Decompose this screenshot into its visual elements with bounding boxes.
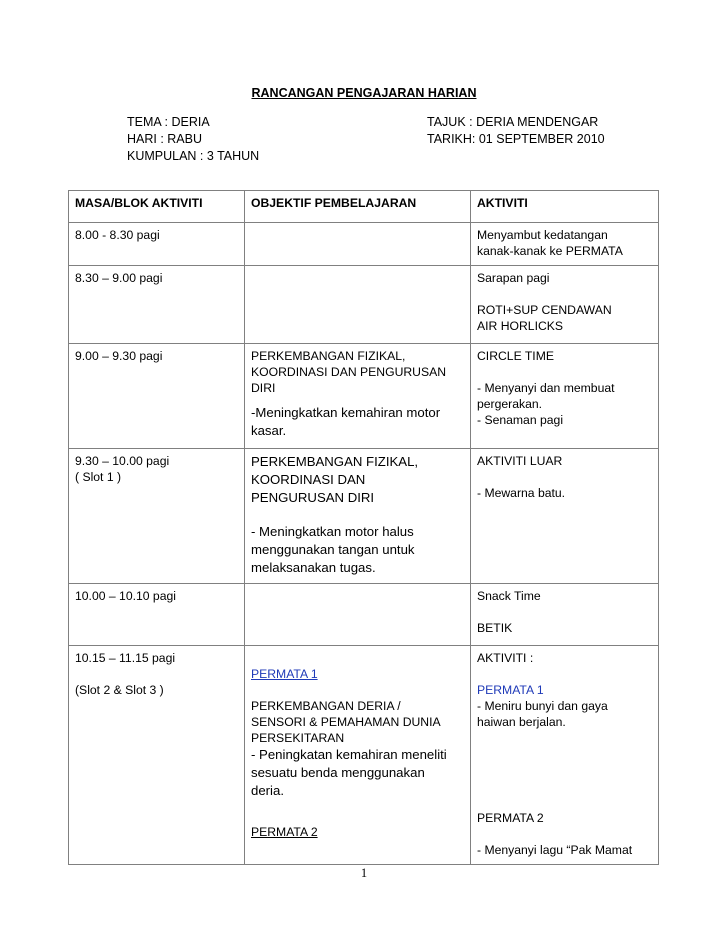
activity-cell: Snack Time BETIK — [471, 584, 659, 646]
meta-tema: TEMA : DERIA — [127, 115, 210, 129]
permata-1-label: PERMATA 1 — [477, 683, 544, 697]
meta-left — [127, 114, 259, 165]
schedule-table — [68, 190, 659, 865]
table-row — [69, 584, 659, 646]
table-header-row — [69, 191, 659, 223]
time-cell: 10.00 – 10.10 pagi — [69, 584, 245, 646]
table-row — [69, 223, 659, 266]
header-objektif: OBJEKTIF PEMBELAJARAN — [245, 191, 471, 223]
table-row — [69, 344, 659, 449]
meta-hari: HARI : RABU — [127, 132, 203, 146]
objective-cell: PERKEMBANGAN FIZIKAL, KOORDINASI DAN PENGURUSAN DIRI - Meningkatkan motor halus menggunakan tangan untuk melaksanakan tugas. — [245, 449, 471, 584]
time-cell: 8.30 – 9.00 pagi — [69, 266, 245, 344]
time-cell: 9.00 – 9.30 pagi — [69, 344, 245, 449]
activity-cell: CIRCLE TIME - Menyanyi dan membuat pergerakan. - Senaman pagi — [471, 344, 659, 449]
meta-tajuk: TAJUK : DERIA MENDENGAR — [427, 115, 599, 129]
activity-cell: AKTIVITI : PERMATA 1 - Meniru bunyi dan gaya haiwan berjalan. PERMATA 2 - Menyanyi lagu “Pak Mamat — [471, 646, 659, 865]
time-cell: 9.30 – 10.00 pagi ( Slot 1 ) — [69, 449, 245, 584]
header-masa: MASA/BLOK AKTIVITI — [69, 191, 245, 223]
header-aktiviti: AKTIVITI — [471, 191, 659, 223]
document-title: RANCANGAN PENGAJARAN HARIAN — [251, 86, 477, 100]
objective-cell — [245, 223, 471, 266]
time-cell: 10.15 – 11.15 pagi (Slot 2 & Slot 3 ) — [69, 646, 245, 865]
objective-cell: PERMATA 1 PERKEMBANGAN DERIA / SENSORI & PEMAHAMAN DUNIA PERSEKITARAN - Peningkatan kemahiran meneliti sesuatu benda menggunakan deria. PERMATA 2 — [245, 646, 471, 865]
objective-cell — [245, 584, 471, 646]
objective-cell — [245, 266, 471, 344]
time-cell: 8.00 - 8.30 pagi — [69, 223, 245, 266]
table-row — [69, 646, 659, 865]
meta-right — [427, 114, 605, 148]
meta-tarikh: TARIKH: 01 SEPTEMBER 2010 — [427, 132, 605, 146]
meta-kumpulan: KUMPULAN : 3 TAHUN — [127, 149, 260, 163]
activity-cell: Sarapan pagi ROTI+SUP CENDAWAN AIR HORLICKS — [471, 266, 659, 344]
permata-1-link[interactable]: PERMATA 1 — [251, 667, 318, 681]
page-number: 1 — [360, 866, 368, 880]
table-row — [69, 266, 659, 344]
table-row — [69, 449, 659, 584]
objective-cell: PERKEMBANGAN FIZIKAL, KOORDINASI DAN PENGURUSAN DIRI -Meningkatkan kemahiran motor kasar. — [245, 344, 471, 449]
activity-cell: AKTIVITI LUAR - Mewarna batu. — [471, 449, 659, 584]
activity-cell: Menyambut kedatangan kanak-kanak ke PERMATA — [471, 223, 659, 266]
permata-2-heading: PERMATA 2 — [251, 825, 318, 839]
